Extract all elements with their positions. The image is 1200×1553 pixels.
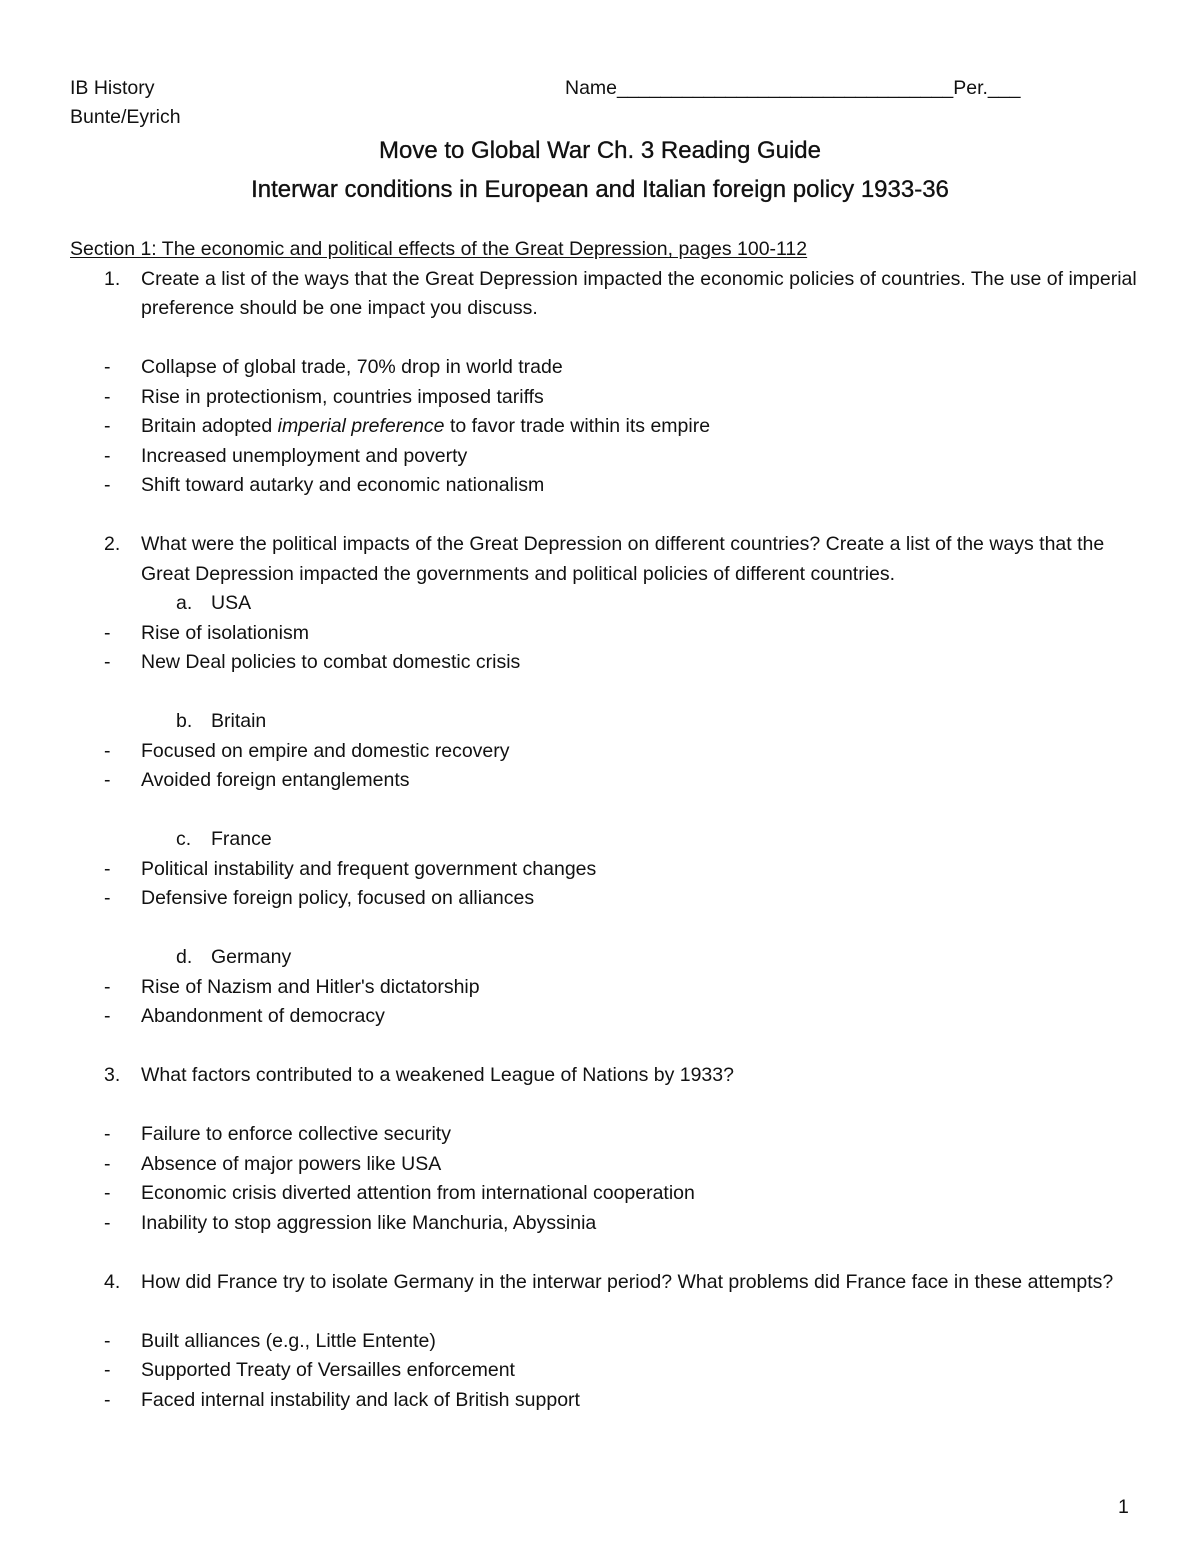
bullet-dash: -: [104, 1152, 111, 1175]
subpart-letter: b.: [176, 710, 193, 732]
answer-text: Rise in protectionism, countries imposed tariffs: [141, 385, 544, 408]
bullet-dash: -: [104, 1123, 111, 1145]
answer-text: Supported Treaty of Versailles enforcement: [141, 1359, 515, 1381]
answer-item: [70, 1356, 1140, 1386]
answer-item: [70, 884, 1140, 914]
subpart-label: France: [211, 828, 272, 850]
question-number: 1.: [104, 267, 121, 290]
subpart-label: Germany: [211, 946, 292, 968]
answer-text: Rise of Nazism and Hitler's dictatorship: [141, 975, 480, 998]
header-left: [70, 74, 181, 132]
document-body: [70, 235, 1140, 1415]
subpart-britain: [70, 707, 1140, 737]
bullet-dash: -: [104, 1005, 111, 1027]
question-text: How did France try to isolate Germany in the interwar period? What problems did France face in these attempts?: [141, 1270, 1114, 1293]
answer-text-before: Britain adopted: [141, 415, 278, 437]
subpart-france: [70, 825, 1140, 855]
subpart-label: USA: [211, 592, 252, 614]
answer-item: [70, 383, 1140, 413]
question-text: What were the political impacts of the Great Depression on different countries? Create a list of the ways that the Great Depression impacted the governments and political policies of different countries.: [141, 533, 1105, 585]
question-1: [70, 265, 1140, 324]
answer-item: [70, 1209, 1140, 1239]
answer-item: [70, 648, 1140, 678]
answer-item: [70, 1386, 1140, 1416]
answer-text: Avoided foreign entanglements: [141, 769, 410, 791]
question-number: 2.: [104, 533, 121, 555]
question-text: Create a list of the ways that the Great Depression impacted the economic policies of countries. The use of imperial preference should be one impact you discuss.: [141, 267, 1137, 319]
bullet-dash: -: [104, 356, 111, 378]
title-block: [0, 131, 1200, 209]
section-heading: Section 1: The economic and political effects of the Great Depression, pages 100-112: [70, 238, 808, 260]
subpart-letter: a.: [176, 592, 193, 614]
answer-item: [70, 855, 1140, 885]
bullet-dash: -: [104, 621, 111, 644]
document-title: Move to Global War Ch. 3 Reading Guide: [379, 137, 821, 164]
bullet-dash: -: [104, 651, 111, 673]
answer-text: Faced internal instability and lack of British support: [141, 1388, 580, 1411]
subpart-usa: [70, 589, 1140, 619]
question-4: [70, 1268, 1140, 1298]
answer-item: [70, 1002, 1140, 1032]
bullet-dash: -: [104, 769, 111, 791]
answer-text: Shift toward autarky and economic nationalism: [141, 474, 545, 496]
subpart-germany: [70, 943, 1140, 973]
answer-text: Absence of major powers like USA: [141, 1152, 442, 1175]
name-label: Name: [565, 77, 618, 99]
answer-text: Failure to enforce collective security: [141, 1123, 451, 1145]
bullet-dash: -: [104, 1182, 111, 1204]
answer-text: Economic crisis diverted attention from international cooperation: [141, 1182, 695, 1204]
answer-item: [70, 737, 1140, 767]
subpart-letter: c.: [176, 828, 192, 850]
bullet-dash: -: [104, 857, 111, 880]
bullet-dash: -: [104, 1211, 111, 1234]
teacher-names: Bunte/Eyrich: [70, 106, 181, 128]
answer-item: [70, 766, 1140, 796]
period-blank: ___: [987, 77, 1021, 99]
answer-text: Abandonment of democracy: [141, 1005, 385, 1027]
answer-text-after: to favor trade within its empire: [444, 415, 711, 437]
bullet-dash: -: [104, 385, 111, 408]
answer-item: [70, 471, 1140, 501]
bullet-dash: -: [104, 887, 111, 909]
subpart-letter: d.: [176, 946, 193, 968]
answer-text: Political instability and frequent government changes: [141, 857, 597, 880]
name-blank: _______________________________: [617, 77, 954, 99]
bullet-dash: -: [104, 975, 111, 998]
answer-text: Defensive foreign policy, focused on alliances: [141, 887, 535, 909]
answer-text: Rise of isolationism: [141, 621, 309, 644]
header-right: [565, 74, 1020, 103]
answer-item: [70, 1179, 1140, 1209]
question-number: 4.: [104, 1270, 121, 1293]
bullet-dash: -: [104, 1359, 111, 1381]
subpart-label: Britain: [211, 710, 267, 732]
question-number: 3.: [104, 1064, 121, 1086]
question-3: [70, 1061, 1140, 1091]
document-subtitle: Interwar conditions in European and Italian foreign policy 1933-36: [251, 176, 949, 203]
answer-text: Inability to stop aggression like Manchuria, Abyssinia: [141, 1211, 597, 1234]
answer-item: [70, 353, 1140, 383]
bullet-dash: -: [104, 474, 111, 496]
bullet-dash: -: [104, 1388, 111, 1411]
bullet-dash: -: [104, 739, 111, 762]
bullet-dash: -: [104, 415, 111, 437]
answer-item: [70, 412, 1140, 442]
answer-item: [70, 1327, 1140, 1357]
answer-text: Collapse of global trade, 70% drop in world trade: [141, 356, 563, 378]
page-number: 1: [1118, 1496, 1129, 1518]
bullet-dash: -: [104, 1329, 111, 1352]
answer-item: [70, 973, 1140, 1003]
answer-item: [70, 619, 1140, 649]
answer-item: [70, 442, 1140, 472]
answer-text: Focused on empire and domestic recovery: [141, 739, 510, 762]
answer-text: Built alliances (e.g., Little Entente): [141, 1329, 436, 1352]
answer-text-italic: imperial preference: [277, 415, 445, 437]
period-label: Per.: [953, 77, 988, 99]
answer-item: [70, 1150, 1140, 1180]
answer-text: New Deal policies to combat domestic crisis: [141, 651, 521, 673]
course-name: IB History: [70, 77, 155, 99]
question-2: [70, 530, 1140, 589]
bullet-dash: -: [104, 444, 111, 467]
answer-text: Increased unemployment and poverty: [141, 444, 468, 467]
answer-item: [70, 1120, 1140, 1150]
question-text: What factors contributed to a weakened League of Nations by 1933?: [141, 1064, 734, 1086]
